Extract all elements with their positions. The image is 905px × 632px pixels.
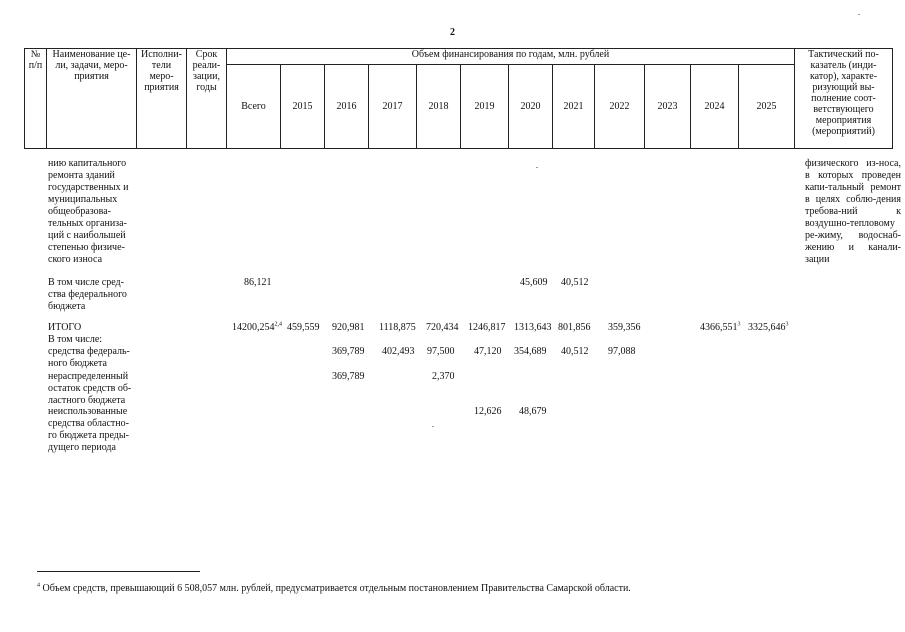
value-federal-2020: 45,609 <box>520 277 548 288</box>
value-unused-2019: 12,626 <box>474 406 502 417</box>
header-year: 2015 <box>281 65 325 149</box>
value-fed2-2020: 354,689 <box>514 346 547 357</box>
header-executors: Исполни-тели меро-приятия <box>137 49 187 149</box>
footnote-divider <box>37 571 200 572</box>
header-indicator: Тактический по-казатель (инди-катор), характе-ризующий вы-полнение соот-ветствующего мероприятия (мероприятий) <box>795 49 893 149</box>
value-rem-2018: 2,370 <box>432 371 455 382</box>
header-year: 2020 <box>509 65 553 149</box>
value-federal-2021: 40,512 <box>561 277 589 288</box>
scan-speck <box>432 426 434 427</box>
federal-budget-label-2: средства федераль- ного бюджета <box>48 346 130 369</box>
itogo-label: ИТОГО <box>48 322 82 333</box>
value-unused-2020: 48,679 <box>519 406 547 417</box>
value-itogo-total: 14200,254$^{2,4}$ <box>232 321 282 333</box>
unused-funds-label: неиспользованные средства областно- го бюджета преды- дущего периода <box>48 406 129 453</box>
header-financing: Объем финансирования по годам, млн. рублей <box>227 49 795 65</box>
value-itogo-2018: 720,434 <box>426 322 459 333</box>
remainder-label: нераспределенный остаток средств об- ластного бюджета <box>48 371 132 406</box>
header-total: Всего <box>227 65 281 149</box>
value-fed2-2017: 402,493 <box>382 346 415 357</box>
value-itogo-2021: 801,856 <box>558 322 591 333</box>
header-year: 2022 <box>595 65 645 149</box>
value-fed2-2021: 40,512 <box>561 346 589 357</box>
value-itogo-2017: 1118,875 <box>379 322 416 333</box>
header-year: 2023 <box>645 65 691 149</box>
scan-speck <box>536 167 538 168</box>
value-itogo-2022: 359,356 <box>608 322 641 333</box>
header-term: Срок реали-зации, годы <box>187 49 227 149</box>
page-number: 2 <box>450 27 455 38</box>
value-federal-total: 86,121 <box>244 277 272 288</box>
value-fed2-2016: 369,789 <box>332 346 365 357</box>
header-year: 2024 <box>691 65 739 149</box>
value-itogo-2020: 1313,643 <box>514 322 552 333</box>
header-year: 2021 <box>553 65 595 149</box>
header-name: Наименование це-ли, задачи, меро-приятия <box>47 49 137 149</box>
header-year: 2018 <box>417 65 461 149</box>
value-itogo-2019: 1246,817 <box>468 322 506 333</box>
header-year: 2017 <box>369 65 417 149</box>
footnote: $^4$ Объем средств, превышающий 6 508,057 млн. рублей, предусматривается отдельным постановлением Правительства Самарской области. <box>37 582 631 594</box>
indicator-text: физического из-носа, в которых проведен капи-тальный ремонт в целях соблю-дения требова-ний к воздушно-тепловому ре-жиму, водоснаб-жению и канали-зации <box>805 158 901 265</box>
value-fed2-2019: 47,120 <box>474 346 502 357</box>
header-num: № п/п <box>25 49 47 149</box>
federal-budget-label: В том числе сред- ства федерального бюджета <box>48 277 127 312</box>
value-itogo-2015: 459,559 <box>287 322 320 333</box>
value-rem-2016: 369,789 <box>332 371 365 382</box>
scan-speck <box>858 14 860 15</box>
financing-table-header <box>24 48 893 149</box>
including-label: В том числе: <box>48 334 103 345</box>
measure-name-continuation: нию капитального ремонта зданий государственных и муниципальных общеобразова- тельных организа- ций с наибольшей степенью физиче- ского износа <box>48 158 129 265</box>
header-year: 2016 <box>325 65 369 149</box>
header-year: 2019 <box>461 65 509 149</box>
value-itogo-2025: 3325,646$^3$ <box>748 321 789 333</box>
value-fed2-2018: 97,500 <box>427 346 455 357</box>
value-itogo-2016: 920,981 <box>332 322 365 333</box>
value-fed2-2022: 97,088 <box>608 346 636 357</box>
value-itogo-2024: 4366,551$^3$ <box>700 321 741 333</box>
header-year: 2025 <box>739 65 795 149</box>
